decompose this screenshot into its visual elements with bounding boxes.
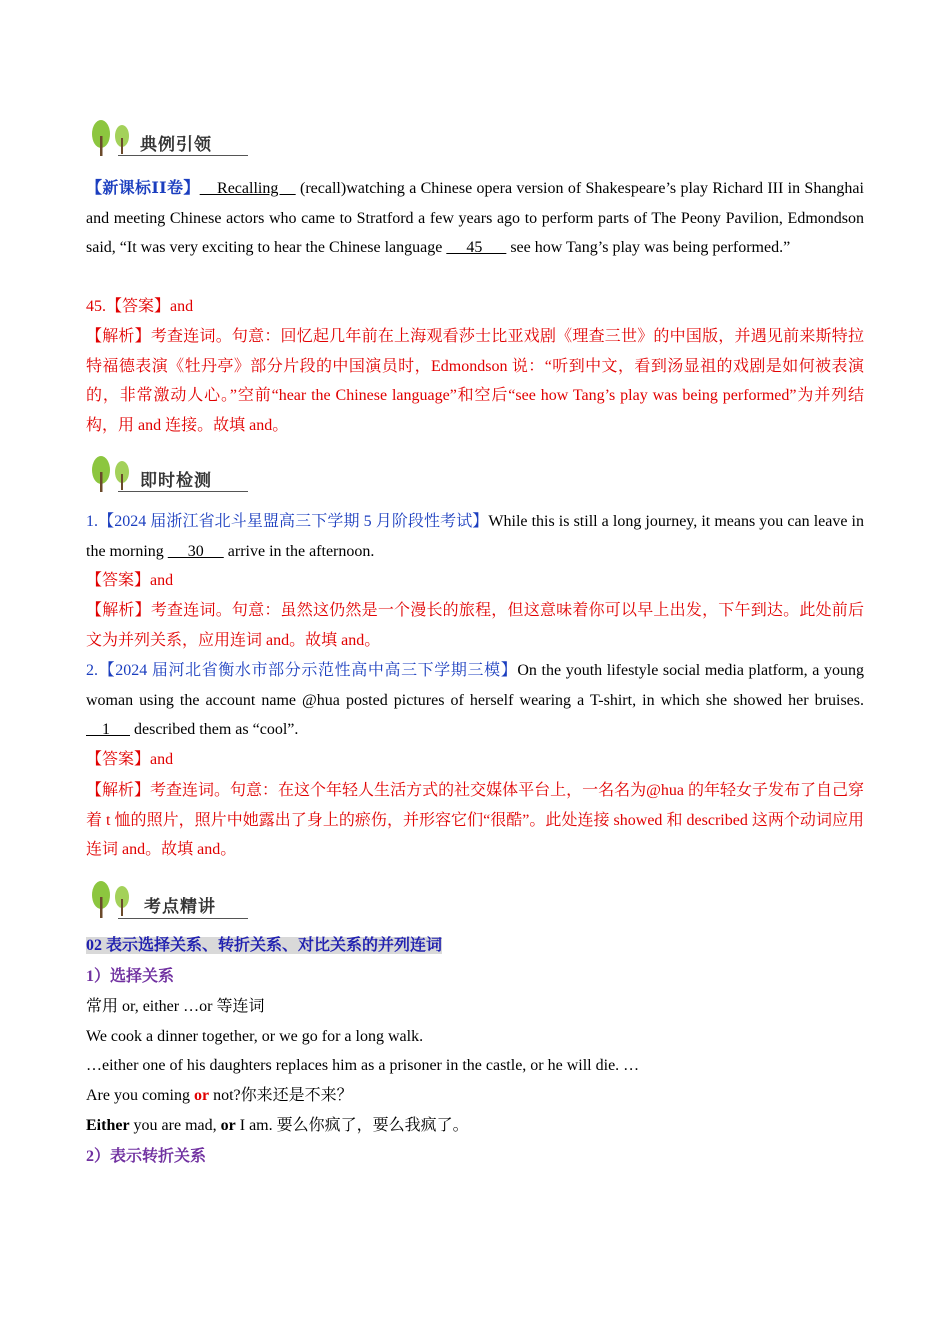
- question-2: [86, 656, 864, 745]
- keyword: or: [220, 1117, 236, 1134]
- question-number: 1.: [86, 513, 98, 530]
- question-source: 【2024 届浙江省北斗星盟高三下学期 5 月阶段性考试】: [98, 513, 489, 530]
- section-header-example: [88, 118, 248, 162]
- section-title: 典例引领: [140, 135, 212, 155]
- lesson-line: 常用 or, either …or 等连词: [86, 998, 265, 1015]
- question-number: 2.: [86, 662, 98, 679]
- divider: [118, 155, 248, 156]
- lesson-title-row: [86, 931, 864, 961]
- example-answer: 45.【答案】and: [86, 298, 194, 315]
- divider: [118, 918, 248, 919]
- text: Are you coming: [86, 1087, 194, 1104]
- section-title: 考点精讲: [144, 897, 216, 917]
- question-text: On the youth lifestyle social media platform, a young woman using the account name @hua posted pictures of herself wearing a T-shirt, in which she showed her bruises.: [86, 662, 864, 709]
- example-analysis: 【解析】考查连词。句意：回忆起几年前在上海观看莎士比亚戏剧《理查三世》的中国版，并遇见前来斯特拉特福德表演《牡丹亭》部分片段的中国演员时，Edmondson 说：“听到中文，看到汤显祖的戏剧是如何被表演的，非常激动人心。”空前“hear the Chinese language”和空后“see how Tang’s play was being performed”为并列结构，用 and 连接。故填 and。: [86, 328, 864, 434]
- question-text: arrive in the afternoon.: [223, 542, 375, 560]
- lesson-line: We cook a dinner together, or we go for a long walk.: [86, 1028, 424, 1045]
- text: not?你来还是不来？: [209, 1087, 353, 1104]
- lesson-example: [86, 1081, 864, 1111]
- question-1: [86, 507, 864, 566]
- answer-blank: 30: [167, 542, 224, 560]
- question-2-analysis: 【解析】考查连词。句意：在这个年轻人生活方式的社交媒体平台上，一名名为@hua 的年轻女子发布了自己穿着 t 恤的照片，照片中她露出了身上的瘀伤，并形容它们“很酷”。此处连接 showed 和 described 这两个动词应用连词 and。故填 and。: [86, 782, 864, 858]
- question-2-answer: 【答案】and: [86, 751, 174, 768]
- question-1-analysis: 【解析】考查连词。句意：虽然这仍然是一个漫长的旅程，但这意味着你可以早上出发，下午到达。此处前后文为并列关系，应用连词 and。故填 and。: [86, 602, 864, 649]
- question-source: 【新课标ⅠⅠ卷】: [86, 180, 200, 197]
- lesson-example: [86, 1111, 864, 1141]
- section-title: 即时检测: [140, 471, 212, 491]
- text: you are mad,: [129, 1117, 221, 1134]
- lesson-line: …either one of his daughters replaces him as a prisoner in the castle, or he will die. …: [86, 1057, 640, 1074]
- example-question: [86, 174, 864, 263]
- tree-icon: [88, 454, 138, 494]
- text: I am. 要么你疯了，要么我疯了。: [235, 1117, 469, 1134]
- keyword: Either: [86, 1117, 130, 1134]
- tree-icon: [88, 878, 138, 920]
- tree-icon: [88, 118, 138, 158]
- answer-blank: Recalling: [199, 180, 296, 197]
- answer-blank: 1: [86, 721, 130, 738]
- question-1-answer: 【答案】and: [86, 572, 174, 589]
- divider: [118, 491, 248, 492]
- question-source: 【2024 届河北省衡水市部分示范性高中高三下学期三模】: [98, 662, 518, 679]
- question-text: (recall)watching a Chinese opera version of Shakespeare’s play Richard III in Shanghai and meeting Chinese actors who came to Stratford a few years ago to perform parts of The Peony Pavilion, Edmondson said, “It was very exciting to hear the Chinese language: [86, 180, 864, 256]
- question-text: see how Tang’s play was being performed.”: [506, 239, 791, 256]
- section-header-lesson: [88, 878, 248, 922]
- question-text: described them as “cool”.: [130, 721, 299, 738]
- section-header-check: [88, 454, 248, 498]
- keyword: or: [193, 1087, 210, 1104]
- answer-blank: 45: [446, 239, 507, 256]
- lesson-title: 02 表示选择关系、转折关系、对比关系的并列连词: [86, 937, 443, 954]
- question-text: While this is still a long journey, it means you can leave in the morning: [86, 513, 864, 560]
- lesson-subtitle-choice: 1）选择关系: [86, 968, 175, 985]
- lesson-subtitle-contrast: 2）表示转折关系: [86, 1148, 207, 1165]
